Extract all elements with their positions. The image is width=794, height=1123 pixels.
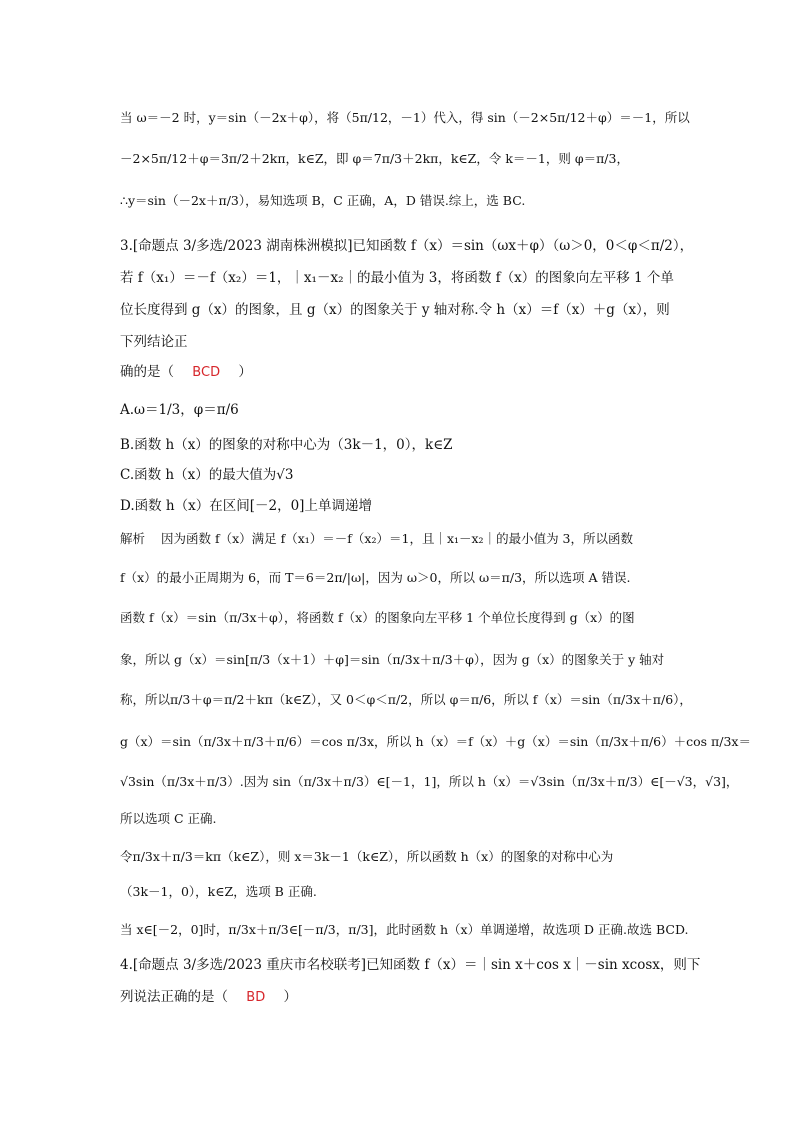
- question-3-stem: 3.[命题点 3/多选/2023 湖南株洲模拟]已知函数 f（x）＝sin（ωx＋φ）（ω＞0，0＜φ＜π/2），: [120, 238, 694, 254]
- answer-suffix: ）: [238, 364, 252, 380]
- analysis-line-8: 所以选项 C 正确.: [120, 811, 217, 826]
- answer-prefix: 确的是（: [120, 364, 174, 380]
- analysis-line-5: 称，所以π/3＋φ＝π/2＋kπ（k∈Z），又 0＜φ＜π/2，所以 φ＝π/6，所以 f（x）＝sin（π/3x＋π/6），: [120, 692, 692, 707]
- answer-prefix: 列说法正确的是（: [120, 989, 228, 1005]
- analysis-line-6: g（x）＝sin（π/3x＋π/3＋π/6）＝cos π/3x，所以 h（x）＝f（x）＋g（x）＝sin（π/3x＋π/6）＋cos π/3x＝: [120, 734, 751, 749]
- option-b: B.函数 h（x）的图象的对称中心为（3k－1，0），k∈Z: [120, 437, 453, 453]
- analysis-line-11: 当 x∈[－2，0]时，π/3x＋π/3∈[－π/3，π/3]，此时函数 h（x）单调递增，故选项 D 正确.故选 BCD.: [120, 922, 689, 937]
- solution-line-1: 当 ω＝－2 时，y＝sin（－2x＋φ），将（5π/12，－1）代入，得 sin（－2×5π/12＋φ）＝－1，所以: [120, 110, 690, 125]
- analysis-line-9: 令π/3x＋π/3＝kπ（k∈Z），则 x＝3k－1（k∈Z），所以函数 h（x）的图象的对称中心为: [120, 849, 614, 864]
- analysis-line-4: 象，所以 g（x）＝sin[π/3（x＋1）＋φ]＝sin（π/3x＋π/3＋φ），因为 g（x）的图象关于 y 轴对: [120, 652, 665, 667]
- question-4-stem: 4.[命题点 3/多选/2023 重庆市名校联考]已知函数 f（x）＝｜sin x＋cos x｜－sin xcosx，则下: [120, 957, 701, 973]
- answer-value: BCD: [192, 365, 221, 380]
- question-3-line-3: 位长度得到 g（x）的图象，且 g（x）的图象关于 y 轴对称.令 h（x）＝f（x）＋g（x），则: [120, 302, 670, 318]
- analysis-line-3: 函数 f（x）＝sin（π/3x＋φ），将函数 f（x）的图象向左平移 1 个单位长度得到 g（x）的图: [120, 610, 635, 625]
- solution-line-3: ∴y＝sin（－2x＋π/3），易知选项 B，C 正确，A，D 错误.综上，选 BC.: [120, 193, 526, 208]
- question-3-answer-line: [120, 366, 252, 380]
- option-c: C.函数 h（x）的最大值为√3: [120, 467, 294, 483]
- question-3-line-2: 若 f（x₁）＝－f（x₂）＝1，｜x₁－x₂｜的最小值为 3，将函数 f（x）的图象向左平移 1 个单: [120, 270, 674, 286]
- option-a: A.ω＝1/3，φ＝π/6: [120, 402, 239, 418]
- analysis-line-7: √3sin（π/3x＋π/3）.因为 sin（π/3x＋π/3）∈[－1，1]，所以 h（x）＝√3sin（π/3x＋π/3）∈[－√3，√3]，: [120, 774, 739, 789]
- question-3-line-4: 下列结论正: [120, 334, 188, 350]
- analysis-label: 解析: [120, 531, 146, 546]
- solution-line-2: －2×5π/12＋φ＝3π/2＋2kπ，k∈Z，即 φ＝7π/3＋2kπ，k∈Z，令 k＝－1，则 φ＝π/3，: [120, 151, 629, 166]
- analysis-text: 因为函数 f（x）满足 f（x₁）＝－f（x₂）＝1，且｜x₁－x₂｜的最小值为 3，所以函数: [161, 531, 633, 546]
- answer-value: BD: [246, 990, 266, 1005]
- answer-suffix: ）: [283, 989, 298, 1005]
- analysis-line-10: （3k－1，0），k∈Z，选项 B 正确.: [120, 884, 317, 899]
- analysis-line-2: f（x）的最小正周期为 6，而 T＝6＝2π/|ω|，因为 ω＞0，所以 ω＝π/3，所以选项 A 错误.: [120, 570, 631, 585]
- analysis-line-1: [120, 533, 633, 546]
- option-d: D.函数 h（x）在区间[－2，0]上单调递增: [120, 498, 372, 514]
- question-4-answer-line: [120, 991, 297, 1005]
